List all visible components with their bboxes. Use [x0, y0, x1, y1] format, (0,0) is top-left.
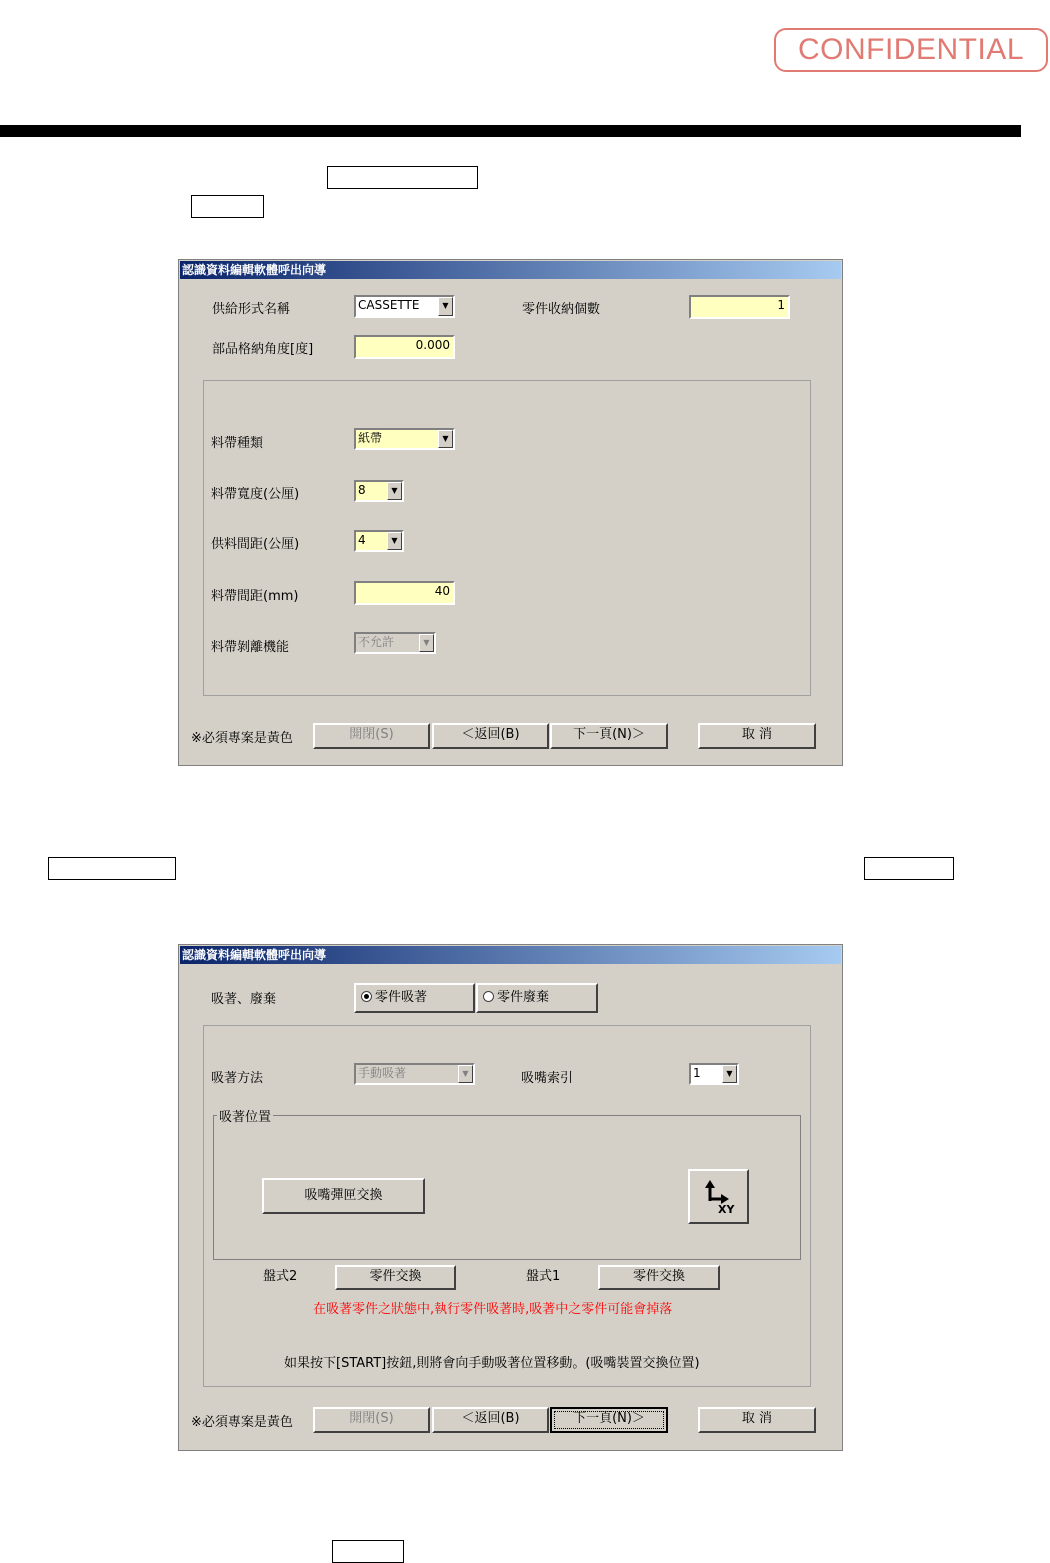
angle-input[interactable]: 0.000 — [354, 335, 455, 359]
nozzle-index-select[interactable] — [689, 1063, 739, 1085]
next-button[interactable]: 下一頁(N)＞ — [550, 1407, 668, 1433]
tape-type-select[interactable] — [354, 428, 455, 450]
feed-pitch-select[interactable] — [354, 530, 404, 552]
radio-pick[interactable] — [354, 983, 475, 1013]
radio-pick-label: 零件吸著 — [375, 990, 428, 1005]
key-box — [332, 1540, 404, 1563]
dropdown-arrow-icon[interactable]: ▼ — [387, 482, 402, 500]
supply-form-label: 供給形式名稱 — [212, 302, 291, 317]
tape-width-select[interactable] — [354, 480, 404, 502]
nozzle-magazine-change-button[interactable]: 吸嘴彈匣交換 — [262, 1178, 425, 1214]
open-close-button[interactable]: 開閉(S) — [313, 723, 430, 749]
tape-pitch-input[interactable]: 40 — [354, 581, 455, 605]
dropdown-arrow-icon[interactable]: ▼ — [387, 532, 402, 550]
key-box — [48, 857, 176, 880]
xy-label: XY — [718, 1203, 735, 1216]
supply-form-value: CASSETTE — [358, 298, 420, 312]
dropdown-arrow-icon[interactable]: ▼ — [722, 1065, 737, 1083]
required-note: ※必須專案是黃色 — [191, 1415, 293, 1430]
feed-pitch-value: 4 — [358, 533, 366, 547]
radio-unselected-icon — [483, 991, 494, 1002]
next-button[interactable]: 下一頁(N)＞ — [550, 723, 668, 749]
tape-width-label: 料帶寬度(公厘) — [211, 487, 300, 502]
count-input[interactable]: 1 — [689, 295, 790, 319]
dropdown-arrow-icon: ▼ — [458, 1065, 473, 1083]
radio-discard[interactable] — [476, 983, 598, 1013]
radio-selected-icon — [361, 991, 372, 1002]
peel-value: 不允許 — [358, 635, 395, 649]
back-button[interactable]: ＜返回(B) — [432, 1407, 549, 1433]
tape-type-label: 料帶種類 — [211, 436, 264, 451]
nozzle-index-label: 吸嘴索引 — [521, 1071, 574, 1086]
pick-method-select — [354, 1063, 475, 1085]
nozzle-index-value: 1 — [693, 1066, 701, 1080]
cancel-button[interactable]: 取 消 — [698, 723, 816, 749]
warning-text: 在吸著零件之狀態中,執行零件吸著時,吸著中之零件可能會掉落 — [313, 1302, 673, 1317]
dropdown-arrow-icon[interactable]: ▼ — [438, 297, 453, 316]
dialog-titlebar: 認識資料編輯軟體呼出向導 — [180, 946, 841, 964]
supply-form-select[interactable] — [354, 295, 455, 318]
key-box — [191, 195, 264, 218]
dropdown-arrow-icon[interactable]: ▼ — [438, 430, 453, 448]
peel-label: 料帶剝離機能 — [211, 640, 290, 655]
header-rule — [0, 125, 1021, 137]
start-note-text: 如果按下[START]按鈕,則將會向手動吸著位置移動。(吸嘴裝置交換位置) — [284, 1356, 700, 1371]
tray2-part-change-button[interactable]: 零件交換 — [335, 1265, 456, 1290]
pick-discard-label: 吸著、廢棄 — [211, 992, 277, 1007]
back-button[interactable]: ＜返回(B) — [432, 723, 549, 749]
pick-method-label: 吸著方法 — [211, 1071, 264, 1086]
tape-type-value: 紙帶 — [358, 431, 383, 445]
angle-label: 部品格納角度[度] — [212, 342, 314, 357]
confidential-stamp: CONFIDENTIAL — [774, 28, 1048, 72]
tray2-label: 盤式2 — [263, 1269, 298, 1284]
required-note: ※必須專案是黃色 — [191, 731, 293, 746]
peel-select — [354, 632, 436, 654]
wizard-dialog-pickup — [178, 944, 843, 1451]
dropdown-arrow-icon: ▼ — [419, 634, 434, 652]
dialog-titlebar: 認識資料編輯軟體呼出向導 — [180, 261, 841, 279]
tray1-label: 盤式1 — [526, 1269, 561, 1284]
xy-move-button[interactable] — [688, 1169, 749, 1224]
pick-position-group-label: 吸著位置 — [217, 1106, 273, 1125]
key-box — [864, 857, 954, 880]
count-label: 零件收納個數 — [522, 302, 601, 317]
tape-width-value: 8 — [358, 483, 366, 497]
tray1-part-change-button[interactable]: 零件交換 — [598, 1265, 720, 1290]
radio-discard-label: 零件廢棄 — [497, 990, 550, 1005]
pick-method-value: 手動吸著 — [358, 1066, 407, 1080]
key-box — [327, 166, 478, 189]
cancel-button[interactable]: 取 消 — [698, 1407, 816, 1433]
wizard-dialog-feeder — [178, 259, 843, 766]
feed-pitch-label: 供料間距(公厘) — [211, 537, 300, 552]
open-close-button[interactable]: 開閉(S) — [313, 1407, 430, 1433]
tape-pitch-label: 料帶間距(mm) — [211, 589, 299, 604]
